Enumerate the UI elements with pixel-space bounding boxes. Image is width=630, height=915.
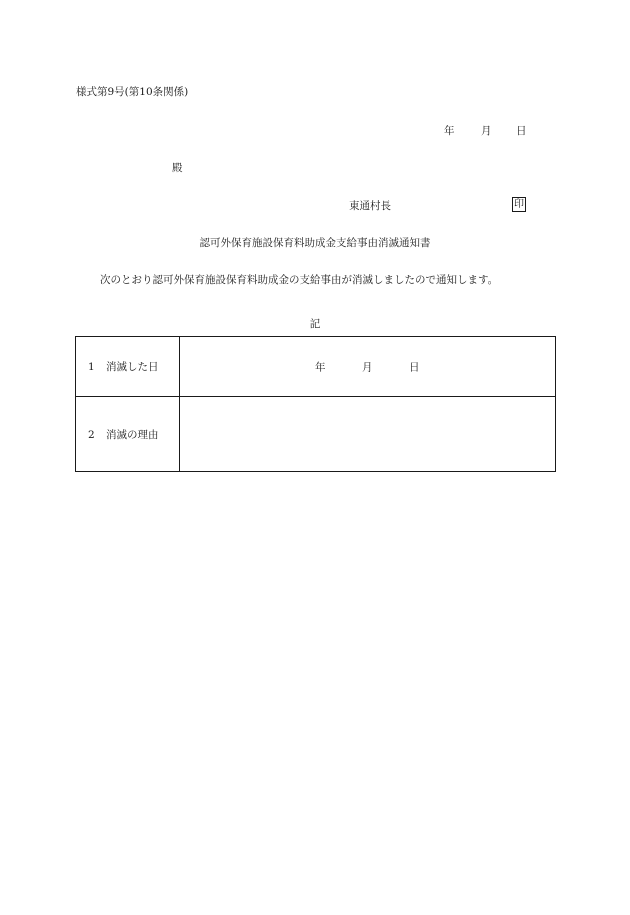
row-number: 2	[88, 428, 95, 441]
ki-heading: 記	[309, 318, 321, 330]
extinction-reason-field[interactable]	[180, 397, 556, 472]
extinction-date-field[interactable]	[180, 337, 556, 397]
table-row	[76, 337, 556, 397]
body-text: 次のとおり認可外保育施設保育料助成金の支給事由が消滅しましたので通知します。	[100, 274, 499, 286]
details-table	[75, 336, 556, 472]
row-label: 消滅した日	[106, 361, 159, 373]
document-title: 認可外保育施設保育料助成金支給事由消滅通知書	[199, 237, 431, 249]
issue-date-day: 日	[516, 125, 527, 137]
addressee-honorific: 殿	[172, 162, 183, 174]
sender-name: 東通村長	[349, 200, 391, 212]
row-number: 1	[88, 361, 95, 373]
row-label-cell	[76, 337, 180, 397]
issue-date-month: 月	[481, 125, 492, 137]
issue-date-year: 年	[444, 125, 455, 137]
extinction-date-month: 月	[362, 361, 373, 373]
seal-stamp-mark: 印	[514, 199, 524, 210]
row-label-cell	[76, 397, 180, 472]
extinction-date-day: 日	[409, 361, 420, 373]
extinction-date-year: 年	[315, 361, 326, 373]
table-row	[76, 397, 556, 472]
row-label: 消滅の理由	[106, 428, 159, 441]
form-number-label: 様式第9号(第10条関係)	[76, 86, 189, 98]
